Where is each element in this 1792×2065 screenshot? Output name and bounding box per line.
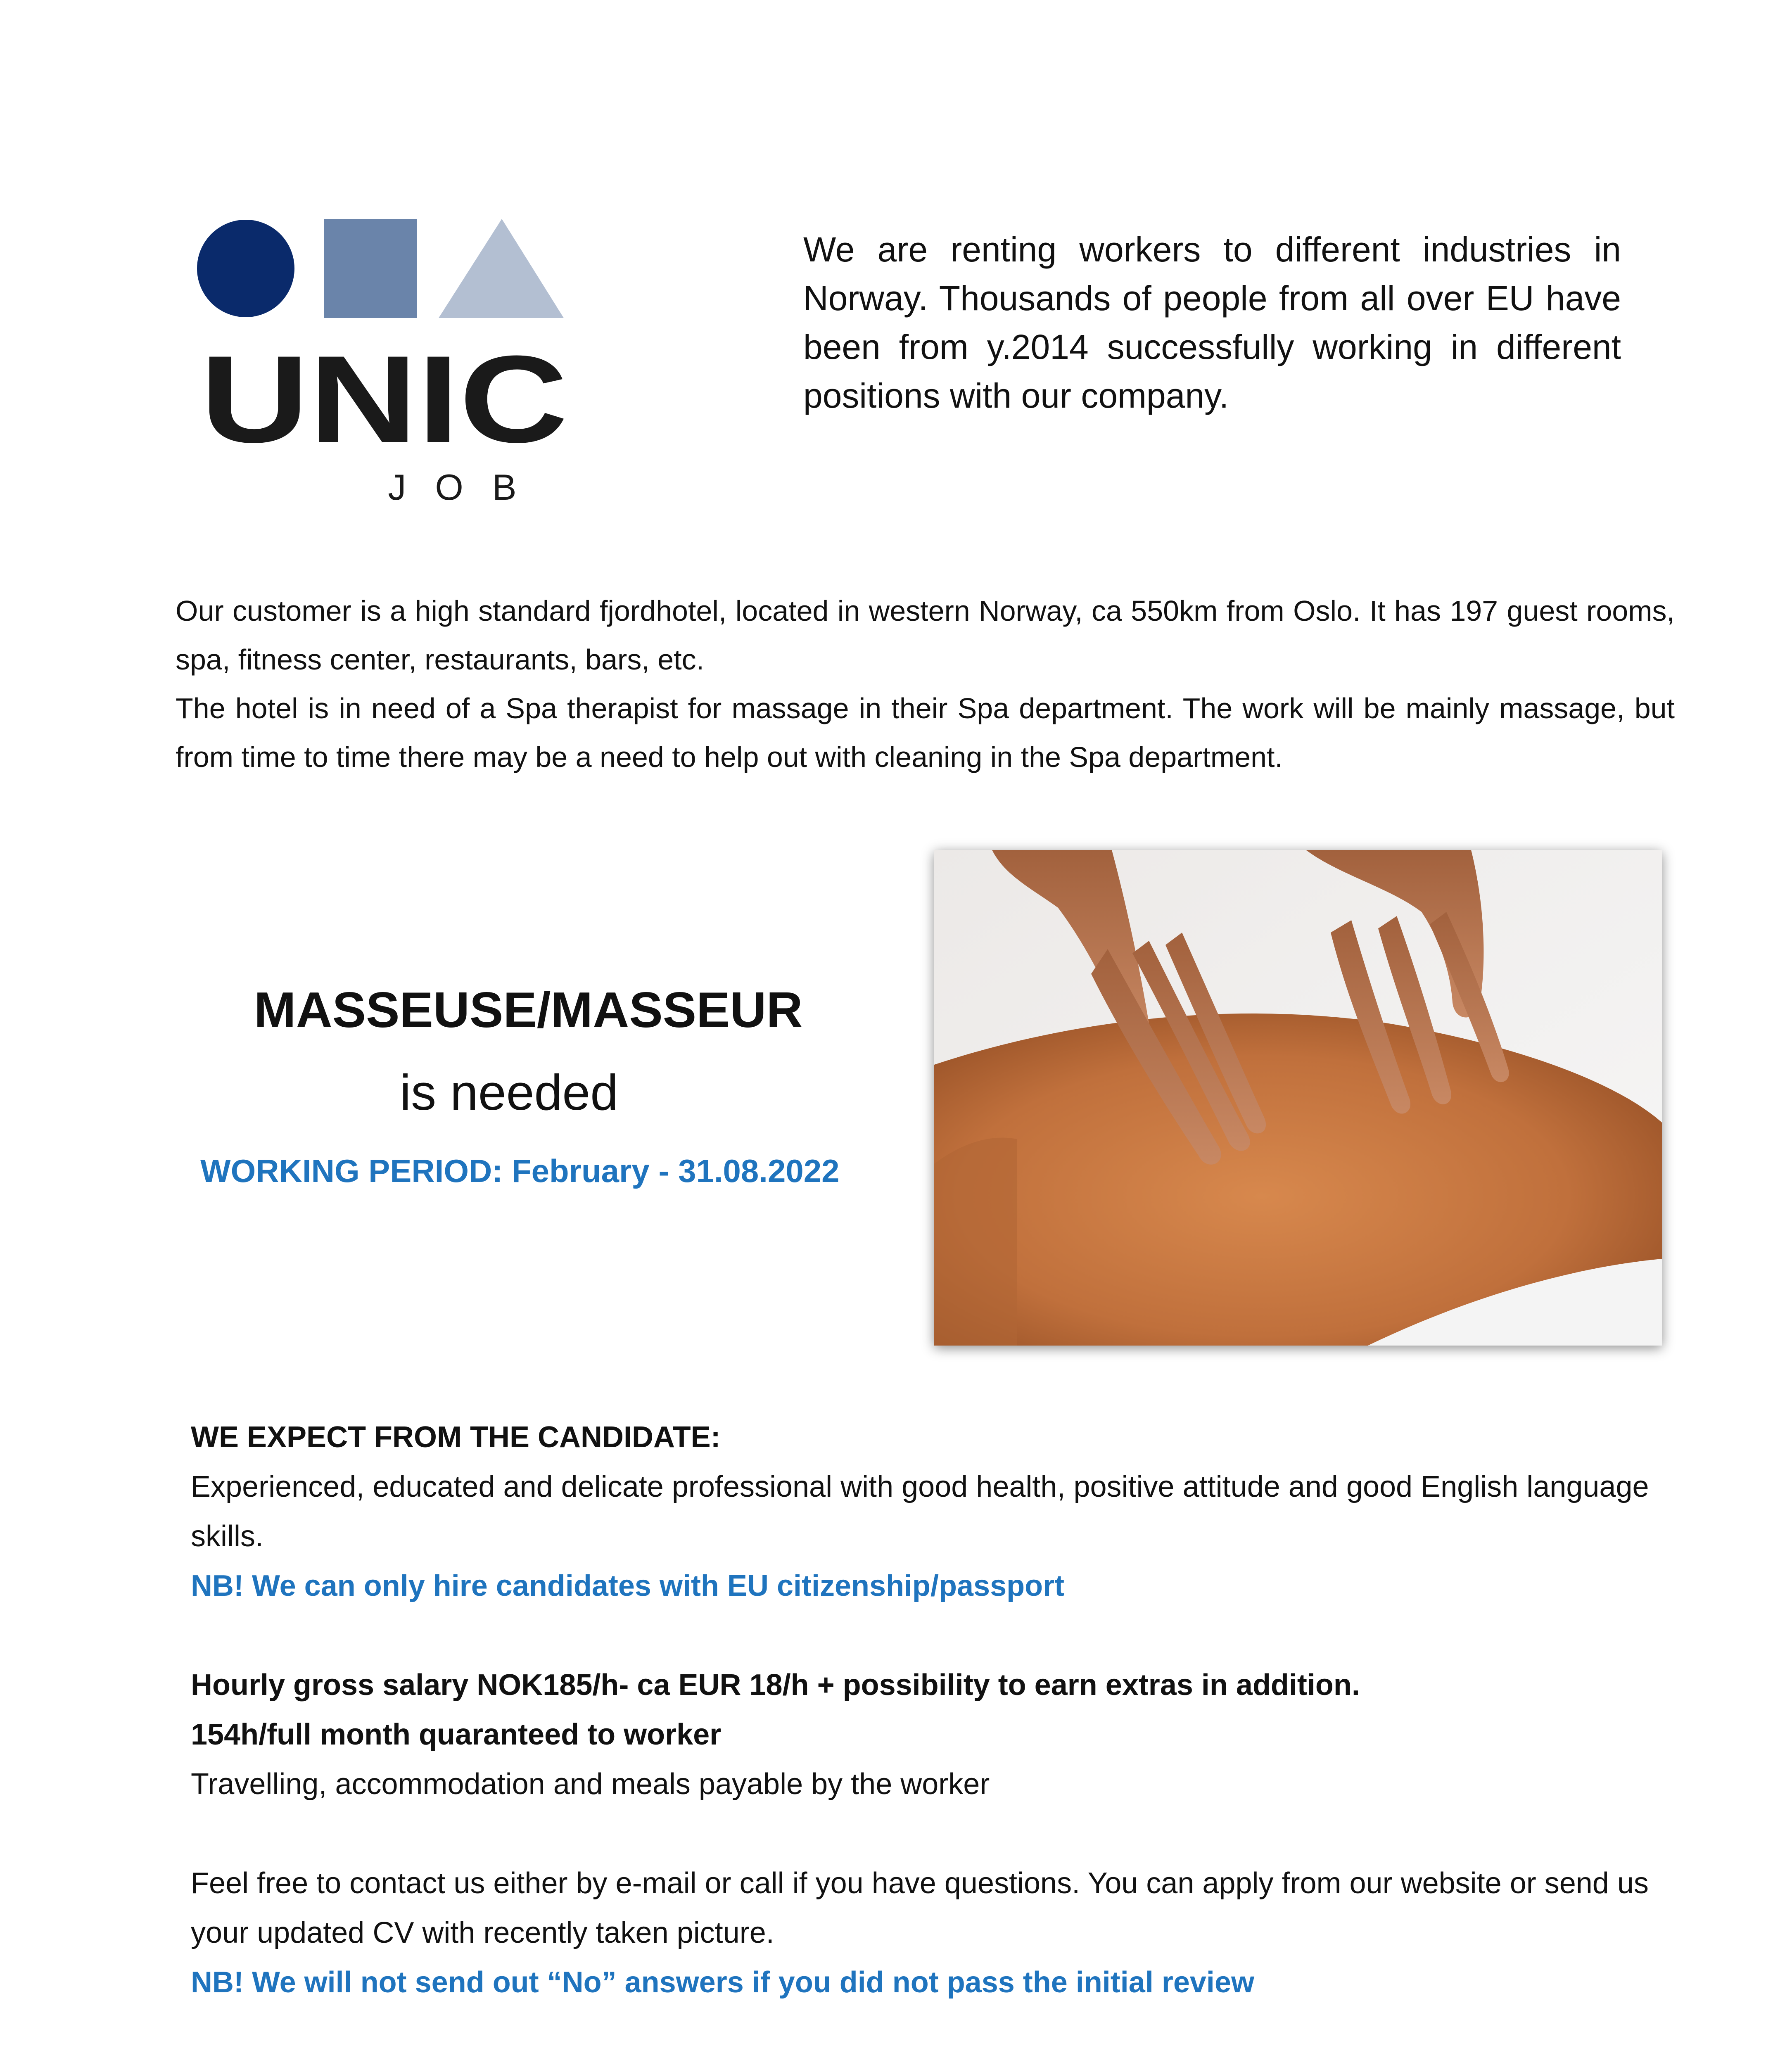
review-note: NB! We will not send out “No” answers if you did not pass the initial review [191, 1966, 1254, 1999]
company-intro: We are renting workers to different industries in Norway. Thousands of people from all over EU have been from y.2014 successfully working in different positions with our company. [803, 230, 1621, 415]
logo-word: UNIC [200, 330, 568, 468]
expenses-note: Travelling, accommodation and meals payable by the worker [191, 1768, 990, 1801]
requirements-heading: WE EXPECT FROM THE CANDIDATE: [191, 1421, 721, 1454]
job-title: MASSEUSE/MASSEUR [254, 982, 803, 1038]
salary-line: Hourly gross salary NOK185/h- ca EUR 18/h + possibility to earn extras in addition. [191, 1669, 1360, 1702]
working-period: WORKING PERIOD: February - 31.08.2022 [200, 1153, 840, 1189]
logo-square [324, 219, 417, 318]
logo-circle [197, 220, 294, 317]
description-paragraph-1: Our customer is a high standard fjordhotel, located in western Norway, ca 550km from Oslo. It has 197 guest rooms, spa, fitness center, restaurants, bars, etc. [176, 595, 1675, 676]
unic-job-logo [194, 206, 574, 520]
description-paragraph-2: The hotel is in need of a Spa therapist for massage in their Spa department. The work will be mainly massage, but from time to time there may be a need to help out with cleaning in the Spa department. [176, 692, 1675, 773]
hotel-description [176, 586, 1675, 781]
job-details [191, 1412, 1673, 2007]
massage-photo [934, 850, 1662, 1346]
logo-sub: JOB [388, 467, 546, 508]
guaranteed-hours: 154h/full month quaranteed to worker [191, 1718, 722, 1751]
citizenship-note: NB! We can only hire candidates with EU citizenship/passport [191, 1569, 1065, 1602]
requirements-text: Experienced, educated and delicate professional with good health, positive attitude and good English language skills. [191, 1470, 1649, 1553]
contact-invitation: Feel free to contact us either by e-mail or call if you have questions. You can apply from our website or send us your updated CV with recently taken picture. [191, 1867, 1649, 1949]
job-subtitle: is needed [400, 1064, 619, 1120]
logo-triangle [439, 219, 564, 318]
